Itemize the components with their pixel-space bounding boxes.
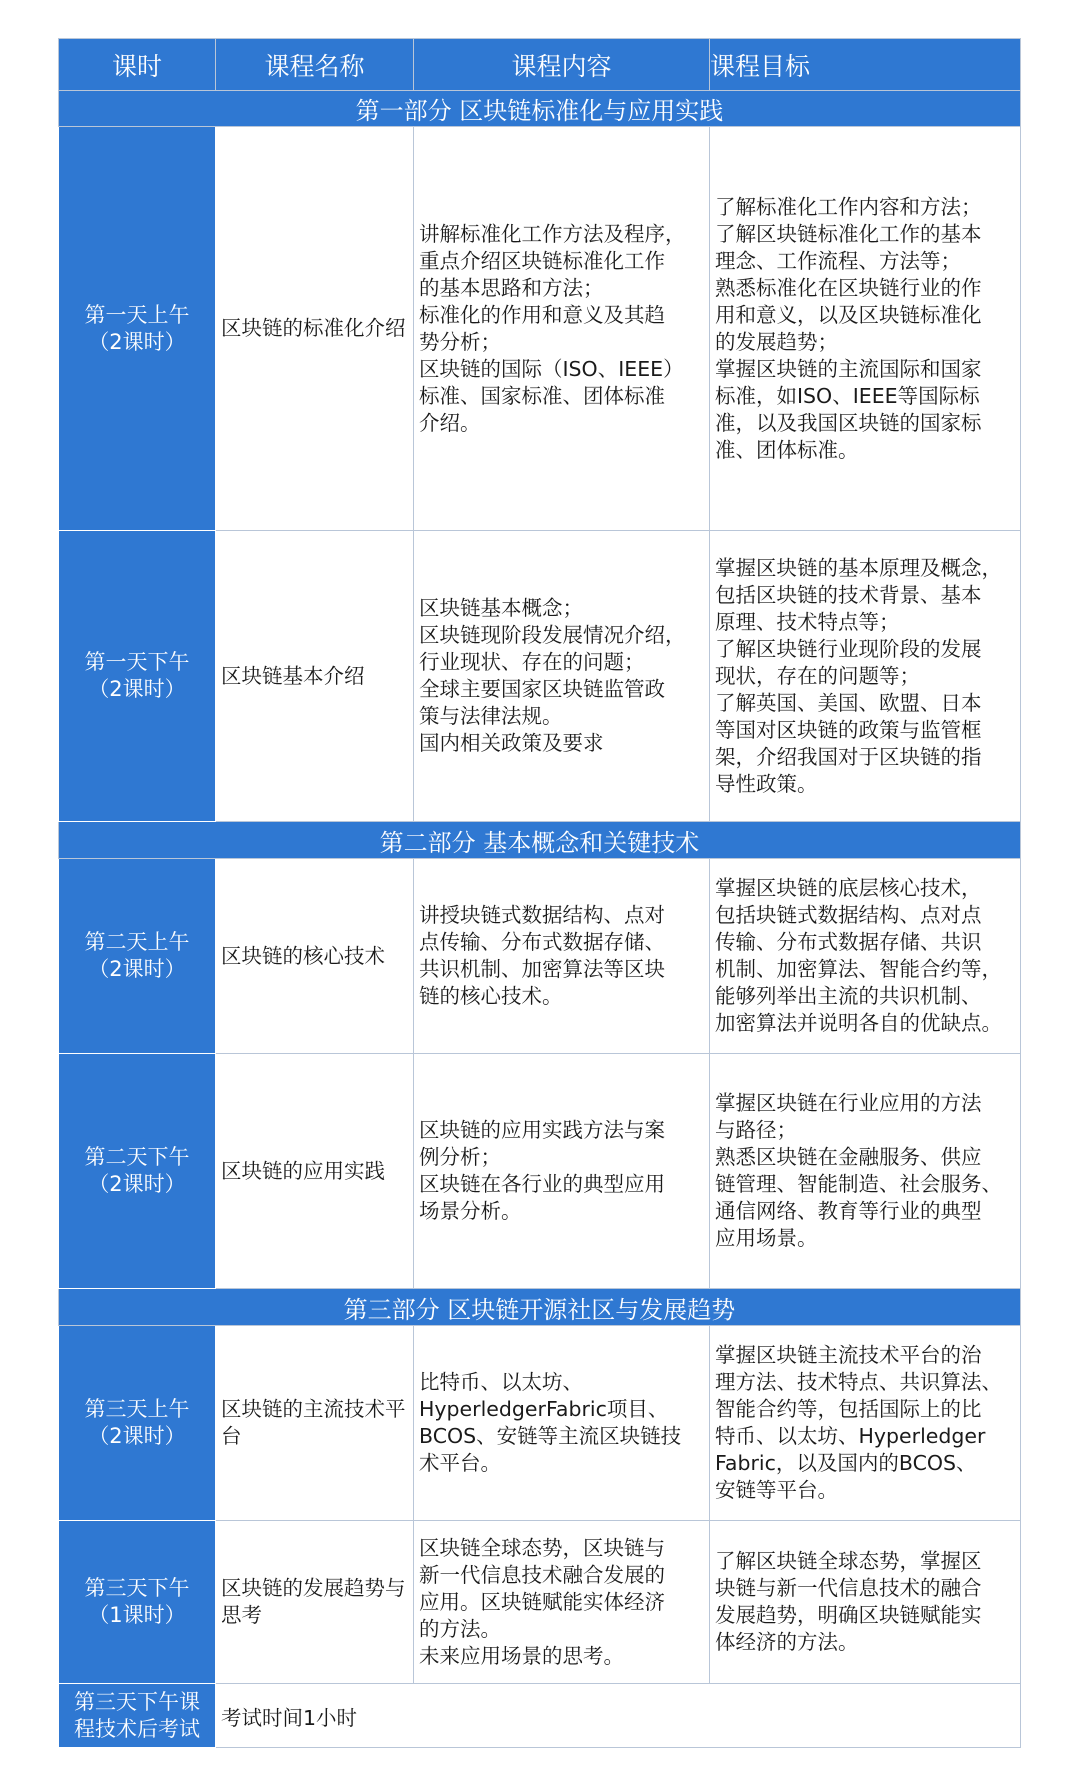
text-line: HyperledgerFabric项目、	[419, 1397, 669, 1421]
text-line: 理方法、技术特点、共识算法、	[715, 1370, 1002, 1394]
table-row	[59, 127, 1021, 531]
text-line: 的基本思路和方法；	[419, 275, 604, 300]
course-name: 区块链的主流技术平台	[216, 1326, 414, 1521]
text-line: 包括区块链的技术背景、基本	[715, 582, 982, 607]
section-title: 第三部分 区块链开源社区与发展趋势	[59, 1289, 1021, 1326]
text-line: 熟悉标准化在区块链行业的作	[715, 275, 982, 300]
text-line: 等国对区块链的政策与监管框	[715, 717, 982, 742]
slot-hours: （2课时）	[88, 1172, 186, 1196]
text-line: 体经济的方法。	[715, 1630, 859, 1654]
text-line: 了解区块链标准化工作的基本	[715, 221, 982, 246]
section-row	[59, 91, 1021, 127]
text-line: 传输、分布式数据存储、共识	[715, 930, 982, 954]
text-line: 智能合约等，包括国际上的比	[715, 1397, 982, 1421]
text-line: 讲解标准化工作方法及程序，	[419, 221, 686, 246]
text-line: 了解英国、美国、欧盟、日本	[715, 690, 982, 715]
text-line: 例分析；	[419, 1145, 501, 1169]
course-goal	[710, 1054, 1021, 1289]
slot-cell	[59, 1521, 216, 1684]
text-line: 的方法。	[419, 1616, 501, 1641]
course-name: 区块链的标准化介绍	[216, 127, 414, 531]
text-line: 介绍。	[419, 410, 481, 435]
text-line: 链管理、智能制造、社会服务、	[715, 1172, 1002, 1196]
text-line: 区块链在各行业的典型应用	[419, 1172, 665, 1196]
text-line: 准，以及我国区块链的国家标	[715, 410, 982, 435]
text-line: 国内相关政策及要求	[419, 731, 604, 755]
text-line: 全球主要国家区块链监管政	[419, 677, 665, 701]
text-line: 应用场景。	[715, 1226, 818, 1250]
text-line: 了解区块链行业现阶段的发展	[715, 636, 982, 661]
slot-cell	[59, 1326, 216, 1521]
slot-cell	[59, 1054, 216, 1289]
text-line: 块链与新一代信息技术的融合	[715, 1576, 982, 1600]
slot-hours: （2课时）	[88, 329, 186, 354]
text-line: 掌握区块链主流技术平台的治	[715, 1343, 982, 1367]
exam-label-line: 程技术后考试	[74, 1716, 200, 1741]
text-line: 场景分析。	[419, 1199, 522, 1223]
table-row	[59, 1521, 1021, 1684]
section-title: 第二部分 基本概念和关键技术	[59, 822, 1021, 859]
text-line: 比特币、以太坊、	[419, 1370, 583, 1394]
course-goal	[710, 1326, 1021, 1521]
text-line: 导性政策。	[715, 771, 818, 796]
table-row	[59, 859, 1021, 1054]
text-line: 标准，如ISO、IEEE等国际标	[715, 383, 980, 408]
course-name: 区块链基本介绍	[216, 531, 414, 822]
text-line: 熟悉区块链在金融服务、供应	[715, 1145, 982, 1169]
text-line: 标准化的作用和意义及其趋	[419, 302, 665, 327]
table-row	[59, 531, 1021, 822]
slot-hours: （2课时）	[88, 677, 186, 701]
text-line: 讲授块链式数据结构、点对	[419, 903, 665, 927]
text-line: 加密算法并说明各自的优缺点。	[715, 1011, 1002, 1035]
text-line: 用和意义，以及区块链标准化	[715, 302, 982, 327]
slot-day: 第三天下午	[84, 1576, 190, 1600]
course-content	[414, 1326, 710, 1521]
slot-cell	[59, 859, 216, 1054]
slot-hours: （1课时）	[88, 1603, 186, 1627]
text-line: 链的核心技术。	[419, 984, 563, 1008]
table-header-row	[59, 39, 1021, 91]
slot-day: 第一天上午	[84, 302, 190, 327]
text-line: 未来应用场景的思考。	[419, 1643, 624, 1668]
section-row	[59, 822, 1021, 859]
course-schedule-table	[58, 38, 1021, 1748]
text-line: 与路径；	[715, 1118, 797, 1142]
text-line: 掌握区块链的基本原理及概念，	[715, 555, 1002, 580]
exam-label	[59, 1684, 216, 1748]
text-line: 势分析；	[419, 329, 501, 354]
course-content	[414, 859, 710, 1054]
text-line: 点传输、分布式数据存储、	[419, 930, 665, 954]
text-line: 术平台。	[419, 1451, 501, 1475]
text-line: 了解标准化工作内容和方法；	[715, 194, 982, 219]
text-line: 安链等平台。	[715, 1478, 838, 1502]
course-content	[414, 1054, 710, 1289]
course-content	[414, 127, 710, 531]
text-line: 应用。区块链赋能实体经济	[419, 1589, 665, 1614]
header-course-goal: 课程目标	[710, 39, 1021, 91]
text-line: 区块链全球态势，区块链与	[419, 1535, 665, 1560]
text-line: 能够列举出主流的共识机制、	[715, 984, 982, 1008]
slot-cell	[59, 127, 216, 531]
text-line: 特币、以太坊、Hyperledger	[715, 1424, 986, 1448]
text-line: 区块链现阶段发展情况介绍，	[419, 623, 686, 647]
text-line: 通信网络、教育等行业的典型	[715, 1199, 982, 1223]
text-line: 掌握区块链的底层核心技术，	[715, 876, 982, 900]
text-line: 架，介绍我国对于区块链的指	[715, 744, 982, 769]
text-line: 重点介绍区块链标准化工作	[419, 248, 665, 273]
text-line: 共识机制、加密算法等区块	[419, 957, 665, 981]
course-goal	[710, 1521, 1021, 1684]
course-content	[414, 1521, 710, 1684]
course-content	[414, 531, 710, 822]
text-line: 包括块链式数据结构、点对点	[715, 903, 982, 927]
text-line: 的发展趋势；	[715, 329, 838, 354]
table-row	[59, 1054, 1021, 1289]
table-row	[59, 1326, 1021, 1521]
text-line: 准、团体标准。	[715, 437, 859, 462]
exam-row	[59, 1684, 1021, 1748]
slot-hours: （2课时）	[88, 957, 186, 981]
section-row	[59, 1289, 1021, 1326]
slot-day: 第一天下午	[84, 650, 190, 674]
slot-day: 第二天上午	[84, 930, 190, 954]
text-line: 现状，存在的问题等；	[715, 663, 920, 688]
text-line: 区块链的国际（ISO、IEEE）	[419, 356, 684, 381]
text-line: 区块链的应用实践方法与案	[419, 1118, 665, 1142]
course-name: 区块链的核心技术	[216, 859, 414, 1054]
slot-hours: （2课时）	[88, 1424, 186, 1448]
header-course-name: 课程名称	[216, 39, 414, 91]
exam-duration: 考试时间1小时	[216, 1684, 1021, 1748]
slot-day: 第三天上午	[84, 1397, 190, 1421]
header-course-content: 课程内容	[414, 39, 710, 91]
section-title: 第一部分 区块链标准化与应用实践	[59, 91, 1021, 127]
course-name: 区块链的发展趋势与思考	[216, 1521, 414, 1684]
text-line: 原理、技术特点等；	[715, 609, 900, 634]
text-line: 标准、国家标准、团体标准	[419, 383, 665, 408]
course-name: 区块链的应用实践	[216, 1054, 414, 1289]
text-line: 新一代信息技术融合发展的	[419, 1562, 665, 1587]
text-line: 发展趋势，明确区块链赋能实	[715, 1603, 982, 1627]
course-goal	[710, 127, 1021, 531]
text-line: 机制、加密算法、智能合约等，	[715, 957, 1002, 981]
text-line: BCOS、安链等主流区块链技	[419, 1424, 682, 1448]
text-line: Fabric，以及国内的BCOS、	[715, 1451, 977, 1475]
text-line: 策与法律法规。	[419, 704, 563, 728]
text-line: 理念、工作流程、方法等；	[715, 248, 961, 273]
text-line: 了解区块链全球态势，掌握区	[715, 1549, 982, 1573]
slot-day: 第二天下午	[84, 1145, 190, 1169]
exam-label-line: 第三天下午课	[74, 1689, 200, 1714]
text-line: 掌握区块链在行业应用的方法	[715, 1091, 982, 1115]
slot-cell	[59, 531, 216, 822]
course-goal	[710, 859, 1021, 1054]
header-slot: 课时	[59, 39, 216, 91]
text-line: 区块链基本概念；	[419, 596, 583, 620]
text-line: 行业现状、存在的问题；	[419, 650, 645, 674]
text-line: 掌握区块链的主流国际和国家	[715, 356, 982, 381]
course-goal	[710, 531, 1021, 822]
